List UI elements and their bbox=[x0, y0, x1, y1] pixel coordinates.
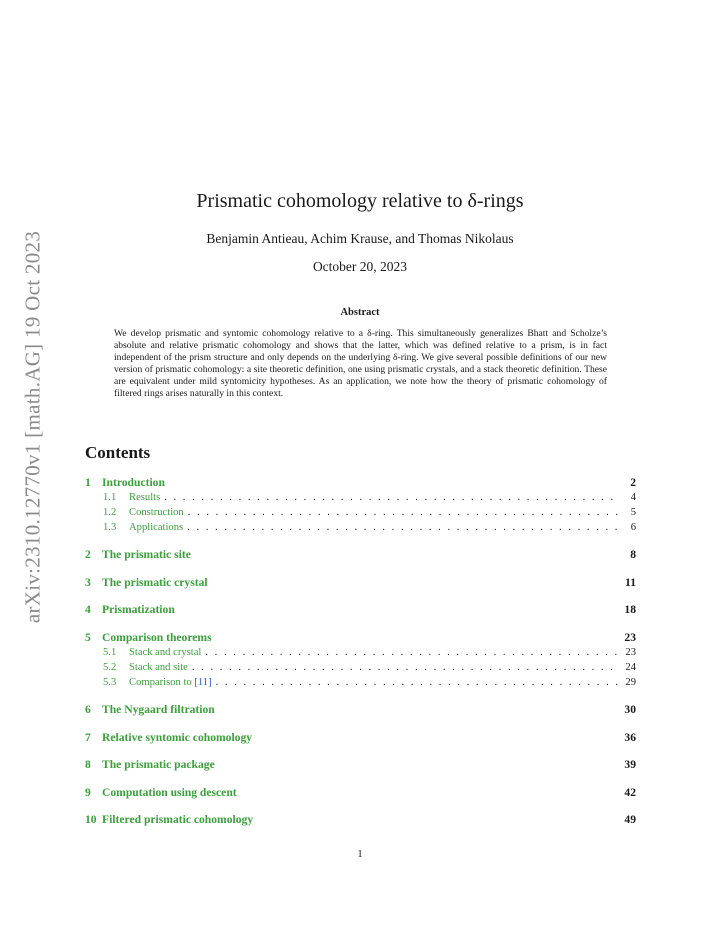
toc-subsection-1-1[interactable] bbox=[85, 492, 636, 503]
toc-page: 8 bbox=[630, 548, 636, 561]
toc-number: 2 bbox=[85, 548, 91, 561]
toc-number: 5.3 bbox=[103, 677, 117, 688]
paper-date: October 20, 2023 bbox=[312, 259, 408, 274]
toc-title: The prismatic site bbox=[102, 548, 191, 561]
dot-leader bbox=[205, 647, 618, 658]
toc-page: 5 bbox=[630, 507, 636, 518]
toc-subsection-5-3[interactable] bbox=[85, 677, 636, 688]
toc-section-8[interactable] bbox=[85, 758, 636, 771]
toc-page: 11 bbox=[625, 576, 636, 589]
paper-title: Prismatic cohomology relative to δ-rings bbox=[196, 190, 524, 212]
toc-title: Introduction bbox=[102, 476, 165, 489]
toc-number: 3 bbox=[85, 576, 91, 589]
toc-number: 1.3 bbox=[103, 522, 117, 533]
toc-number: 4 bbox=[85, 603, 91, 616]
dot-leader bbox=[164, 492, 618, 503]
abstract-text: We develop prismatic and syntomic cohomology relative to a δ-ring. This simultaneously generalizes Bhatt and Scholze’s absolute and relative prismatic cohomology and shows that the latter, which was defined relative to a prism, is in fact independent of the prism structure and only depends on the underlying δ-ring. We give several possible definitions of our new version of prismatic cohomology: a site theoretic definition, one using prismatic crystals, and a stack theoretic definition. These are equivalent under mild syntomicity hypotheses. As an application, we note how the theory of prismatic cohomology of filtered rings arises naturally in this context. bbox=[114, 328, 607, 400]
dot-leader bbox=[192, 662, 618, 673]
toc-section-3[interactable] bbox=[85, 576, 636, 589]
toc-title: Stack and crystal bbox=[129, 647, 202, 658]
table-of-contents bbox=[85, 0, 636, 932]
contents-heading: Contents bbox=[85, 443, 151, 462]
toc-page: 18 bbox=[624, 603, 636, 616]
toc-section-5[interactable] bbox=[85, 631, 636, 644]
toc-page: 29 bbox=[625, 677, 636, 688]
toc-number: 1.1 bbox=[103, 492, 117, 503]
toc-number: 5.2 bbox=[103, 662, 117, 673]
toc-subsection-5-1[interactable] bbox=[85, 647, 636, 658]
dot-leader bbox=[187, 522, 618, 533]
paper-authors: Benjamin Antieau, Achim Krause, and Thomas Nikolaus bbox=[206, 231, 514, 246]
toc-title: Results bbox=[129, 492, 161, 503]
toc-title: Computation using descent bbox=[102, 786, 237, 799]
toc-number: 5.1 bbox=[103, 647, 117, 658]
toc-subsection-1-3[interactable] bbox=[85, 522, 636, 533]
toc-number: 1 bbox=[85, 476, 91, 489]
toc-page: 23 bbox=[625, 647, 636, 658]
toc-number: 8 bbox=[85, 758, 91, 771]
toc-section-7[interactable] bbox=[85, 731, 636, 744]
toc-page: 30 bbox=[624, 703, 636, 716]
toc-page: 39 bbox=[624, 758, 636, 771]
toc-title: Relative syntomic cohomology bbox=[102, 731, 253, 744]
toc-number: 10 bbox=[85, 813, 97, 826]
page-number: 1 bbox=[357, 849, 363, 860]
toc-section-6[interactable] bbox=[85, 703, 636, 716]
toc-section-1[interactable] bbox=[85, 476, 636, 489]
toc-number: 5 bbox=[85, 631, 91, 644]
toc-number: 7 bbox=[85, 731, 91, 744]
citation-link[interactable]: [11] bbox=[194, 677, 212, 688]
toc-page: 2 bbox=[630, 476, 636, 489]
toc-section-2[interactable] bbox=[85, 548, 636, 561]
toc-section-4[interactable] bbox=[85, 603, 636, 616]
toc-title: Comparison to bbox=[129, 677, 192, 688]
toc-page: 49 bbox=[624, 813, 636, 826]
toc-title: The prismatic package bbox=[102, 758, 215, 771]
arxiv-identifier: arXiv:2310.12770v1 [math.AG] 19 Oct 2023 bbox=[20, 230, 45, 624]
toc-subsection-5-2[interactable] bbox=[85, 662, 636, 673]
abstract-heading: Abstract bbox=[340, 307, 380, 318]
dot-leader bbox=[188, 507, 618, 518]
toc-page: 23 bbox=[624, 631, 636, 644]
toc-title: The prismatic crystal bbox=[102, 576, 208, 589]
dot-leader bbox=[216, 677, 618, 688]
toc-title: Comparison theorems bbox=[102, 631, 212, 644]
toc-number: 9 bbox=[85, 786, 91, 799]
toc-number: 6 bbox=[85, 703, 91, 716]
toc-title: Prismatization bbox=[102, 603, 175, 616]
toc-section-10[interactable] bbox=[85, 813, 636, 826]
toc-title: The Nygaard filtration bbox=[102, 703, 215, 716]
toc-page: 6 bbox=[630, 522, 636, 533]
toc-number: 1.2 bbox=[103, 507, 117, 518]
toc-page: 36 bbox=[624, 731, 636, 744]
toc-title: Stack and site bbox=[129, 662, 188, 673]
toc-subsection-1-2[interactable] bbox=[85, 507, 636, 518]
toc-page: 4 bbox=[630, 492, 636, 503]
toc-title: Filtered prismatic cohomology bbox=[102, 813, 254, 826]
toc-page: 24 bbox=[625, 662, 636, 673]
toc-section-9[interactable] bbox=[85, 786, 636, 799]
toc-title: Applications bbox=[129, 522, 184, 533]
toc-page: 42 bbox=[624, 786, 636, 799]
toc-title: Construction bbox=[129, 507, 184, 518]
